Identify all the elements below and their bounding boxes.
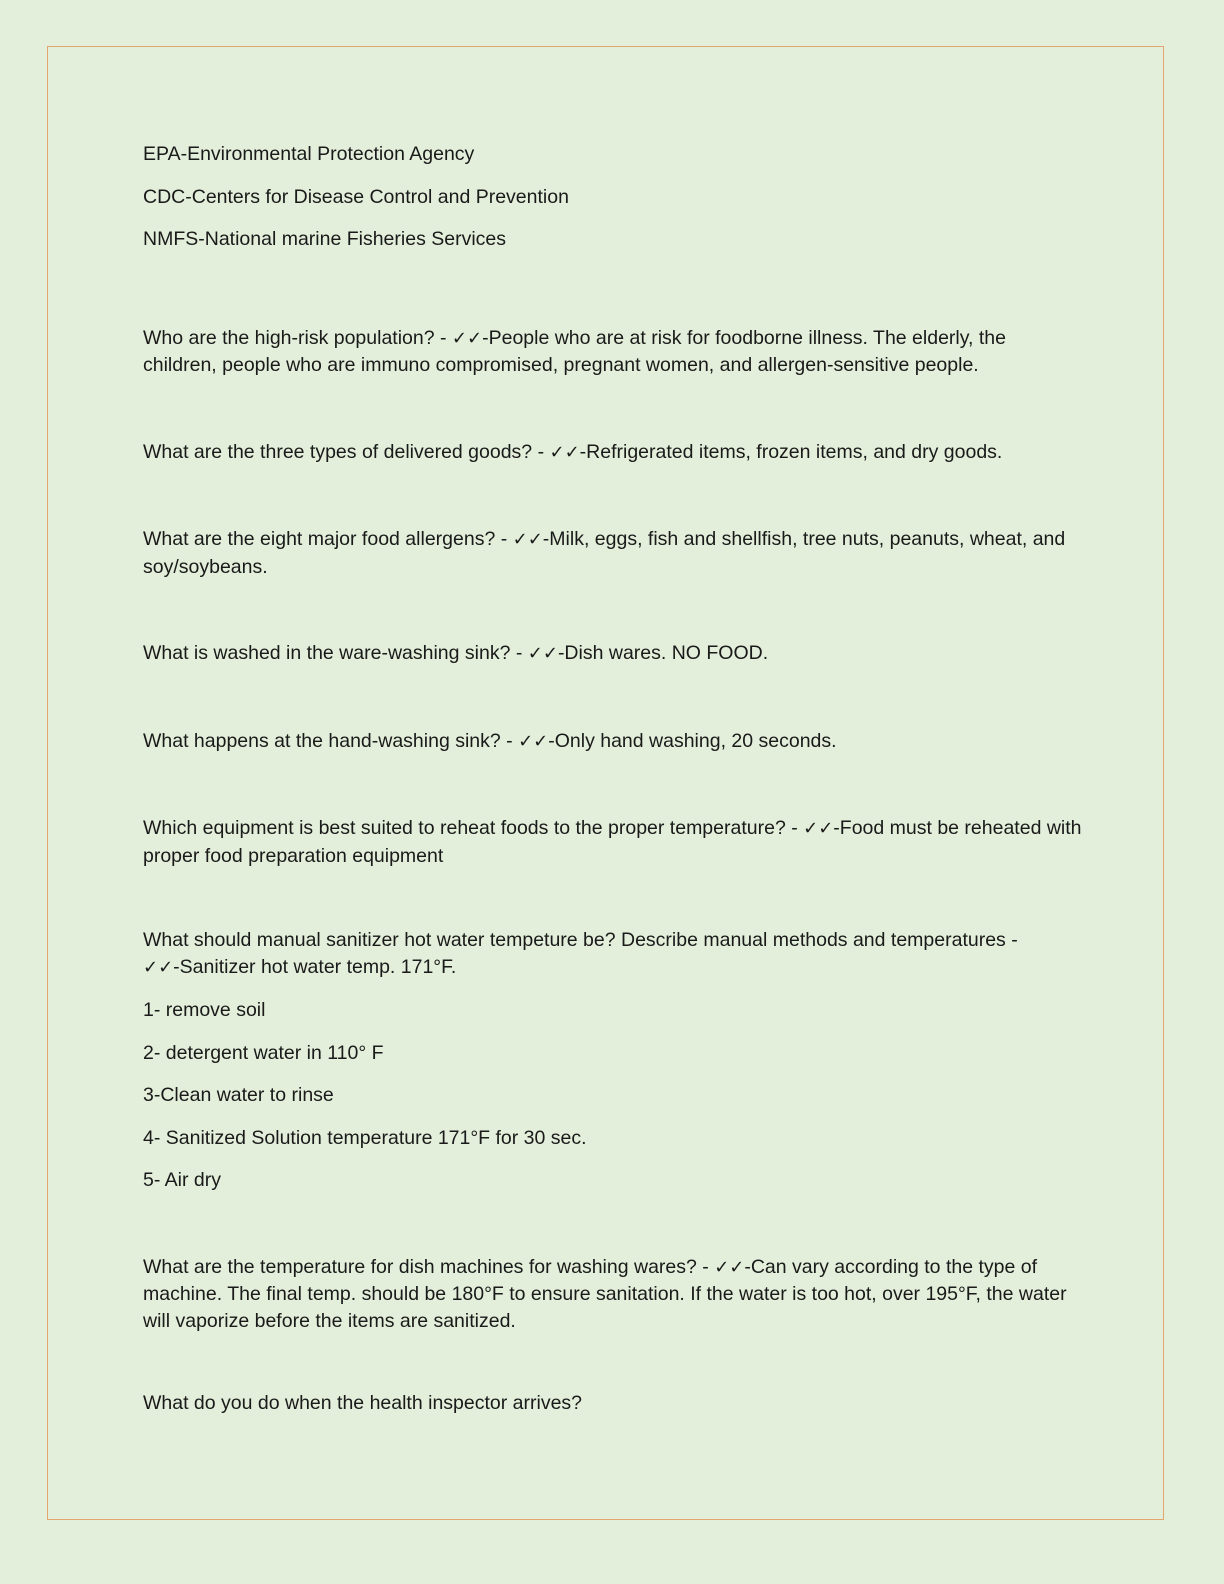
step-item: 1- remove soil xyxy=(143,999,266,1021)
answer-text: -Sanitizer hot water temp. 171°F. xyxy=(173,955,457,978)
qa-item xyxy=(143,927,1083,981)
question-text: What should manual sanitizer hot water tempeture be? Describe manual methods and temperatures - xyxy=(143,929,1018,951)
qa-item xyxy=(143,1390,1083,1417)
abbreviation-cdc: CDC-Centers for Disease Control and Prevention xyxy=(143,185,569,208)
qa-item xyxy=(143,325,1083,379)
answer-text: -Can vary according to the type of machine. The final temp. should be 180°F to ensure sanitation. If the water is too hot, over 195°F, the water will vaporize before the items are sanitized. xyxy=(143,1255,1067,1332)
question-text: What are the three types of delivered goods? - xyxy=(143,440,550,463)
step-item: 3-Clean water to rinse xyxy=(143,1084,334,1106)
step-item: 4- Sanitized Solution temperature 171°F for 30 sec. xyxy=(143,1126,587,1149)
check-icon: ✓✓ xyxy=(451,327,483,349)
qa-item xyxy=(143,1254,1083,1335)
check-icon: ✓✓ xyxy=(549,441,580,463)
check-icon: ✓✓ xyxy=(527,643,558,664)
step-item: 5- Air dry xyxy=(143,1169,222,1191)
question-text: Which equipment is best suited to reheat foods to the proper temperature? - xyxy=(143,817,804,839)
question-text: What are the eight major food allergens? - xyxy=(143,528,513,550)
answer-text: -Milk, eggs, fish and shellfish, tree nuts, peanuts, wheat, and soy/soybeans. xyxy=(143,528,1066,578)
check-icon: ✓✓ xyxy=(803,818,834,839)
answer-text: -Dish wares. NO FOOD. xyxy=(557,642,769,664)
answer-text: -People who are at risk for foodborne illness. The elderly, the children, people who are immuno compromised, pregnant women, and allergen-sensitive people. xyxy=(143,326,1006,376)
question-text: Who are the high-risk population? - xyxy=(143,326,452,349)
question-text: What is washed in the ware-washing sink? - xyxy=(143,642,528,664)
step-item: 2- detergent water in 110° F xyxy=(143,1041,384,1064)
check-icon: ✓✓ xyxy=(714,1256,745,1278)
qa-item xyxy=(143,439,1083,467)
abbreviation-epa: EPA-Environmental Protection Agency xyxy=(143,143,475,165)
answer-text: -Only hand washing, 20 seconds. xyxy=(548,729,837,752)
check-icon: ✓✓ xyxy=(143,956,174,978)
check-icon: ✓✓ xyxy=(518,730,549,752)
answer-text: -Food must be reheated with proper food preparation equipment xyxy=(143,817,1082,867)
document-body xyxy=(143,141,1083,1417)
question-text: What happens at the hand-washing sink? - xyxy=(143,729,519,752)
question-text: What do you do when the health inspector arrives? xyxy=(143,1392,583,1414)
answer-text: -Refrigerated items, frozen items, and dry goods. xyxy=(579,440,1003,463)
check-icon: ✓✓ xyxy=(512,529,543,550)
abbreviation-nmfs: NMFS-National marine Fisheries Services xyxy=(143,228,507,250)
qa-item xyxy=(143,728,1083,756)
question-text: What are the temperature for dish machines for washing wares? - xyxy=(143,1255,715,1278)
qa-item xyxy=(143,815,1083,869)
qa-item xyxy=(143,526,1083,580)
qa-item xyxy=(143,640,1083,668)
